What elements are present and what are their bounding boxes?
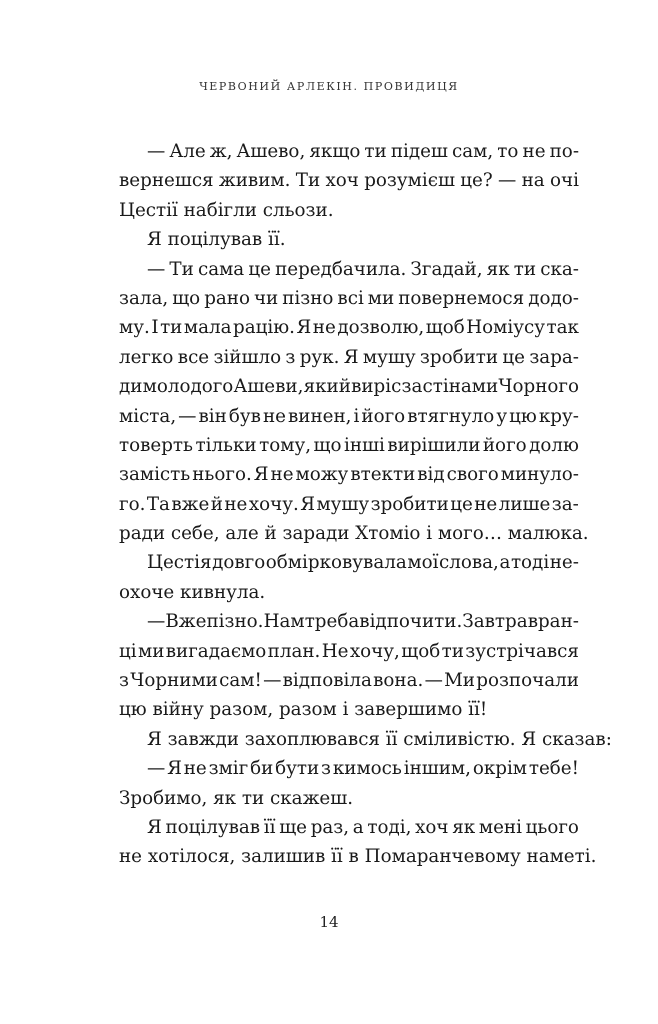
text-line: товерть тільки тому, що інші вирішили його долю <box>119 434 579 456</box>
text-line: — Але ж, Ашево, якщо ти підеш сам, то не по- <box>147 141 579 162</box>
running-head: ЧЕРВОНИЙ АРЛЕКІН. ПРОВИДИЦЯ <box>199 80 459 93</box>
text-line: — Вже пізно. Нам треба відпочити. Завтра вран- <box>147 611 579 633</box>
text-line: зала, що рано чи пізно всі ми повернемося додо- <box>119 287 579 309</box>
text-line: — Ти сама це передбачила. Згадай, як ти ска- <box>147 258 579 280</box>
text-line: — Я не зміг би бути з кимось іншим, окрім тебе! <box>147 758 579 780</box>
text-line: міста, — він був не винен, і його втягнуло у цю кру- <box>119 405 579 427</box>
text-line: не хотілося, залишив її в Помаранчевому наметі. <box>119 846 597 868</box>
text-line: замість нього. Я не можу втекти від свого минуло- <box>119 464 579 486</box>
text-line: ди молодого Ашеви, який виріс за стінами Чорного <box>119 376 579 398</box>
text-line: ці ми вигадаємо план. Не хочу, щоб ти зустрічався <box>119 640 579 662</box>
text-line: ради себе, але й заради Хтоміо і мого… малюка. <box>119 523 589 545</box>
text-line: охоче кивнула. <box>119 581 266 603</box>
body-text <box>119 137 612 872</box>
text-line: го. Та вже й не хочу. Я мушу зробити це не лише за- <box>119 493 579 515</box>
page-number: 14 <box>319 913 339 931</box>
text-line: цю війну разом, разом і завершимо її! <box>119 699 488 721</box>
text-line: Цестії набігли сльози. <box>119 199 334 221</box>
text-line: з Чорними сам! — відповіла вона. — Ми розпочали <box>119 670 579 692</box>
text-line: Я поцілував її ще раз, а тоді, хоч як мені цього <box>147 816 579 838</box>
text-line: легко все зійшло з рук. Я мушу зробити це зара- <box>119 346 579 368</box>
text-line: Зробимо, як ти скажеш. <box>119 787 354 809</box>
text-line: Я поцілував її. <box>147 229 286 251</box>
text-line: вернешся живим. Ти хоч розумієш це? — на очі <box>119 170 579 192</box>
text-line: му. І ти мала рацію. Я не дозволю, щоб Номіусу так <box>119 317 579 339</box>
text-line: Я завжди захоплювався її сміливістю. Я сказав: <box>147 728 612 750</box>
text-line: Цестія довго обмірковувала мої слова, а тоді не- <box>147 552 579 574</box>
